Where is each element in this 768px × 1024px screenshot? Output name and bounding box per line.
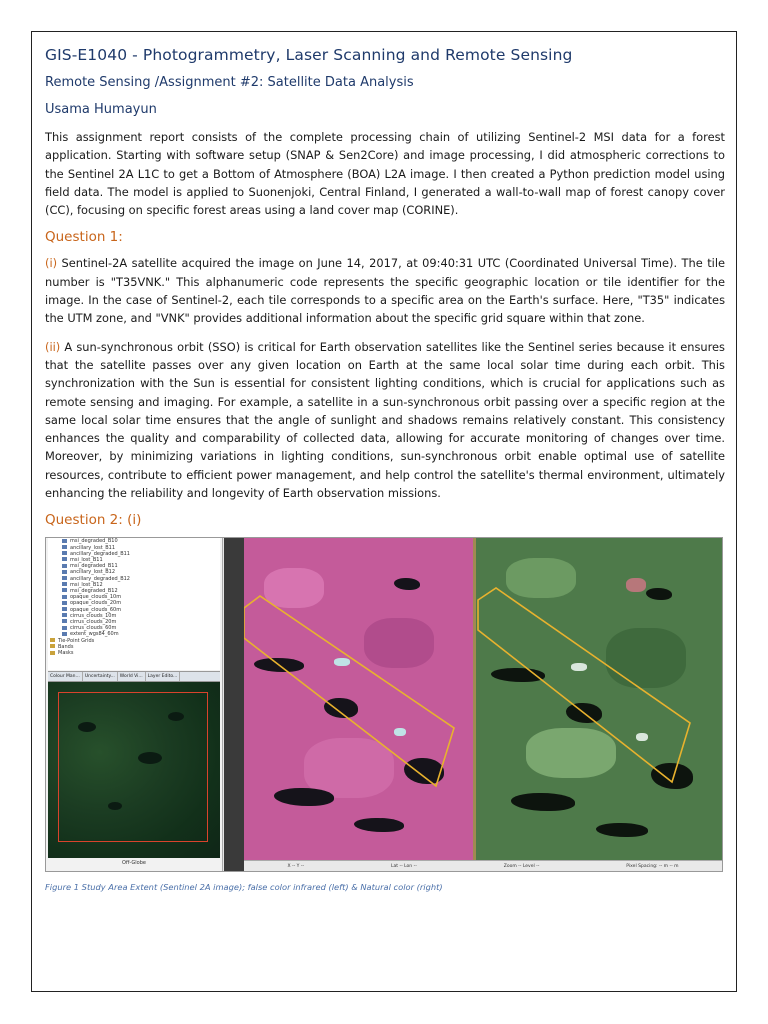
tree-item-label: ancillary_lost_B11 [70, 544, 116, 551]
band-icon [62, 545, 67, 549]
intro-paragraph: This assignment report consists of the complete processing chain of utilizing Sentinel-2 MSI data for a forest application. Starting with software setup (SNAP & Sen2Core) and image processing, I did atmospheric corrections to the Sentinel 2A L1C to get a Bottom of Atmosphere (BOA) L2A image. I then created a Python prediction model using field data. The model is applied to Suonenjoki, Central Finland, I generated a wall-to-wall map of forest canopy cover (CC), focusing on specific forest areas using a land cover map (CORINE). [45, 130, 725, 218]
part-text: A sun-synchronous orbit (SSO) is critical for Earth observation satellites like the Sentinel series because it ensures that the satellite passes over any given location on Earth at the same local solar time during each orbit. This synchronization with the Sun is essential for consistent lighting conditions, which is crucial for applications such as remote sensing and imaging. For example, a satellite in a sun-synchronous orbit passing over a specific region at the same local solar time ensures that the angle of sunlight and shadows remains relatively constant. This consistency enhances the quality and comparability of collected data, allowing for accurate monitoring of changes over time. Moreover, by minimizing variations in lighting conditions, sun-synchronous orbit enable optimal use of satellite resources, contribute to efficient power management, and help control the satellite's thermal environment, ultimately enhancing the reliability and longevity of Earth observation missions. [45, 339, 725, 501]
question-1-part-1 [45, 254, 725, 327]
tree-item-label: opaque_clouds_10m [70, 594, 122, 601]
folder-icon [50, 638, 55, 642]
product-explorer-panel [46, 538, 223, 871]
tool-tab[interactable]: World Vi... [118, 672, 146, 681]
tree-folder[interactable] [48, 650, 220, 656]
tree-item-label: ancillary_degraded_B11 [70, 550, 130, 557]
band-icon [62, 619, 67, 623]
tool-tabs [48, 671, 220, 682]
world-view-overview [48, 682, 220, 858]
tree-folder-label: Tie-Point Grids [58, 637, 95, 644]
tree-item-label: msi_lost_B12 [70, 581, 103, 588]
assignment-title: Remote Sensing /Assignment #2: Satellite Data Analysis [45, 75, 414, 90]
part-text: Sentinel-2A satellite acquired the image on June 14, 2017, at 09:40:31 UTC (Coordinated Universal Time). The tile number is "T35VNK." This alphanumeric code represents the specific geographic location or tile identifier for the image. In the case of Sentinel-2, each tile corresponds to a specific area on the Earth's surface. Here, "T35" indicates the UTM zone, and "VNK" provides additional information about the specific grid square within that zone. [45, 256, 725, 326]
tree-item-label: ancillary_degraded_B12 [70, 575, 130, 582]
band-icon [62, 582, 67, 586]
status-field: Pixel Spacing: -- m -- m [626, 864, 679, 870]
band-icon [62, 595, 67, 599]
document-content [45, 46, 725, 892]
band-icon [62, 570, 67, 574]
status-field: X -- Y -- [287, 864, 305, 870]
band-icon [62, 601, 67, 605]
band-tree [48, 538, 220, 670]
tree-item-label: opaque_clouds_60m [70, 606, 122, 613]
tree-item-label: cirrus_clouds_60m [70, 625, 117, 632]
figure-caption: Figure 1 Study Area Extent (Sentinel 2A image); false color infrared (left) & Natural color (right) [45, 882, 443, 893]
tree-item-label: ancillary_lost_B12 [70, 569, 116, 576]
tool-tab[interactable]: Colour Man... [48, 672, 83, 681]
tree-item-label: cirrus_clouds_20m [70, 618, 117, 625]
author-name: Usama Humayun [45, 102, 157, 117]
band-icon [62, 607, 67, 611]
status-field: Zoom -- Level -- [503, 864, 540, 870]
tree-item-label: msi_degraded_B10 [70, 538, 118, 545]
overview-label: Off-Globe [122, 860, 146, 867]
tree-item-label: msi_degraded_B11 [70, 563, 118, 570]
tree-item-label: extent_wgs84_60m [70, 631, 119, 638]
band-icon [62, 588, 67, 592]
question-1-part-2 [45, 338, 725, 503]
status-field: Lat -- Lon -- [390, 864, 417, 870]
tree-item-label: msi_lost_B11 [70, 556, 103, 563]
question-1-heading: Question 1: [45, 229, 123, 246]
natural-color-image [476, 538, 722, 860]
figure-1-screenshot [45, 537, 723, 872]
part-marker: (ii) [45, 339, 61, 354]
tree-item-label: opaque_clouds_20m [70, 600, 122, 607]
study-extent-box [58, 692, 208, 842]
tree-item-label: msi_degraded_B12 [70, 587, 118, 594]
tree-item-label: cirrus_clouds_10m [70, 612, 117, 619]
course-title: GIS-E1040 - Photogrammetry, Laser Scanning and Remote Sensing [45, 46, 573, 64]
band-icon [62, 626, 67, 630]
part-marker: (i) [45, 256, 58, 271]
band-icon [62, 564, 67, 568]
band-icon [62, 539, 67, 543]
folder-icon [50, 651, 55, 655]
band-icon [62, 576, 67, 580]
band-icon [62, 557, 67, 561]
tool-tab[interactable]: Layer Edito... [146, 672, 181, 681]
false-color-image [244, 538, 473, 860]
status-bar [244, 860, 722, 872]
question-2-heading: Question 2: (i) [45, 512, 142, 529]
band-icon [62, 632, 67, 636]
tree-folder-label: Masks [58, 650, 74, 656]
folder-icon [50, 644, 55, 648]
navigation-compass [224, 538, 244, 871]
study-area-outline [476, 538, 722, 860]
study-area-outline [244, 538, 473, 860]
band-icon [62, 551, 67, 555]
tree-folder-label: Bands [58, 643, 74, 650]
band-icon [62, 613, 67, 617]
tool-tab[interactable]: Uncertainty... [83, 672, 118, 681]
